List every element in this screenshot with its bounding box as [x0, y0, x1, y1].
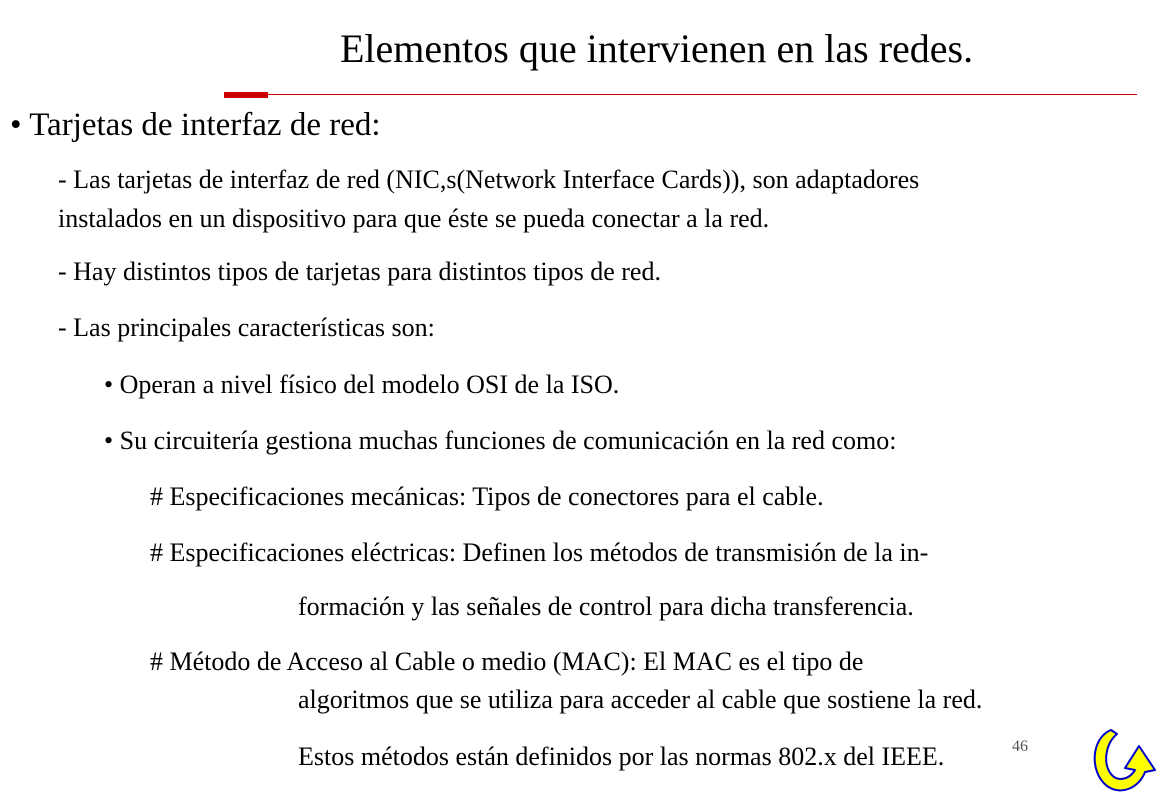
title-underline-accent: [224, 92, 268, 98]
body-line: instalados en un dispositivo para que éste se pueda conectar a la red.: [58, 204, 770, 233]
curved-return-arrow-icon: [1085, 724, 1157, 796]
body-line: # Método de Acceso al Cable o medio (MAC): El MAC es el tipo de: [150, 647, 864, 676]
slide-title: Elementos que intervienen en las redes.: [340, 26, 974, 71]
title-underline: [268, 94, 1137, 95]
body-line: algoritmos que se utiliza para acceder al cable que sostiene la red.: [298, 685, 983, 714]
body-line: formación y las señales de control para dicha transferencia.: [298, 592, 914, 621]
body-line: - Hay distintos tipos de tarjetas para distintos tipos de red.: [58, 257, 661, 286]
body-line: - Las principales características son:: [58, 313, 435, 342]
body-line: • Su circuitería gestiona muchas funciones de comunicación en la red como:: [104, 426, 897, 455]
body-line: • Operan a nivel físico del modelo OSI de la ISO.: [104, 370, 620, 399]
body-line: - Las tarjetas de interfaz de red (NIC,s(Network Interface Cards)), son adaptadores: [58, 165, 920, 194]
body-line: # Especificaciones mecánicas: Tipos de conectores para el cable.: [150, 482, 824, 511]
body-line: Estos métodos están definidos por las normas 802.x del IEEE.: [298, 742, 945, 771]
section-heading: • Tarjetas de interfaz de red:: [10, 107, 381, 143]
body-line: # Especificaciones eléctricas: Definen los métodos de transmisión de la in-: [150, 538, 929, 567]
slide-number: 46: [1012, 738, 1028, 755]
return-nav-button[interactable]: [1085, 724, 1157, 796]
